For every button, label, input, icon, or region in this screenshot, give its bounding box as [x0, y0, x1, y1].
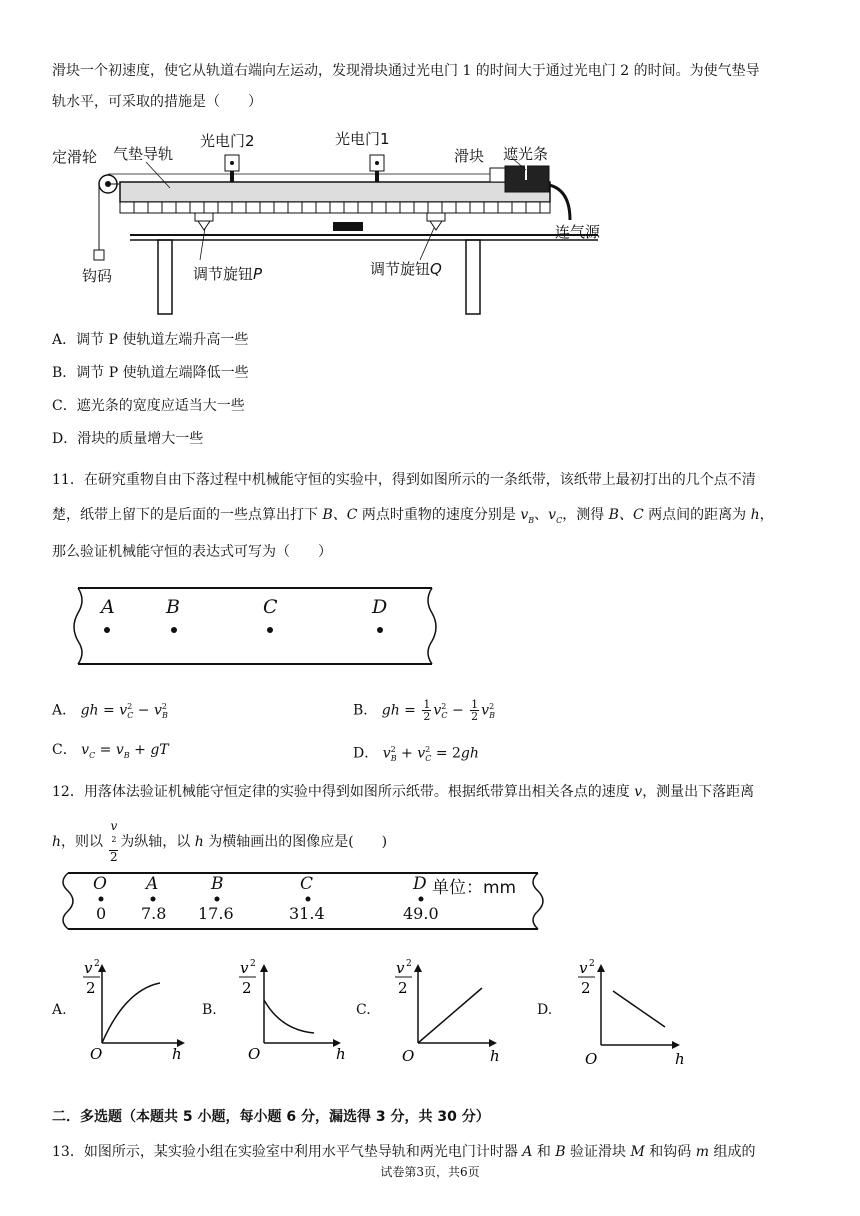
svg-text:h: h	[675, 1050, 685, 1067]
svg-text:2: 2	[250, 959, 256, 969]
svg-text:O: O	[585, 1050, 598, 1067]
tape12-value-b: 17.6	[198, 904, 234, 923]
svg-text:2: 2	[406, 959, 412, 969]
label-photogate-2: 光电门2	[200, 132, 255, 150]
label-weight: 钩码	[82, 267, 113, 285]
svg-text:h: h	[172, 1045, 182, 1063]
tape12-point-c: C	[300, 874, 314, 894]
label-knob-p: 调节旋钮P	[193, 265, 263, 283]
graph-option-c-label: C.	[356, 1002, 371, 1018]
tape12-value-c: 31.4	[289, 904, 325, 923]
tape12-value-o: 0	[96, 904, 107, 923]
svg-text:v: v	[84, 959, 93, 977]
q11-text-line1: 11．在研究重物自由下落过程中机械能守恒的实验中，得到如图所示的一条纸带，该纸带上最初打出的几个点不清	[52, 472, 756, 488]
q11-text-line3: 那么验证机械能守恒的表达式可写为（ ）	[52, 544, 332, 560]
label-pulley: 定滑轮	[52, 148, 98, 166]
label-photogate-1: 光电门1	[335, 130, 390, 148]
graph-b	[236, 955, 351, 1065]
q10-text-line1: 滑块一个初速度，使它从轨道右端向左运动，发现滑块通过光电门 1 的时间大于通过光电门 2 的时间。为使气垫导	[52, 63, 760, 79]
graph-c	[392, 955, 507, 1065]
tape12-point-o: O	[93, 874, 107, 894]
svg-text:2: 2	[581, 979, 591, 997]
svg-text:O: O	[402, 1047, 415, 1065]
tape12-point-d: D	[413, 874, 427, 894]
tape12-point-b: B	[211, 874, 224, 894]
svg-text:h: h	[490, 1047, 500, 1065]
tape-point-d: D	[372, 596, 388, 618]
svg-text:v: v	[240, 959, 249, 977]
tape12-point-a: A	[146, 874, 159, 894]
svg-text:2: 2	[86, 979, 96, 997]
q10-text-line2: 轨水平，可采取的措施是（ ）	[52, 94, 262, 110]
q13-text-line1: 13．如图所示，某实验小组在实验室中利用水平气垫导轨和两光电门计时器 A 和 B 验证滑块 M 和钩码 m 组成的	[52, 1144, 756, 1160]
graph-option-b-label: B.	[202, 1002, 217, 1018]
q10-option-b: B．调节 P 使轨道左端降低一些	[52, 365, 249, 381]
q11-text-line2: 楚，纸带上留下的是后面的一些点算出打下 B、C 两点时重物的速度分别是 $v_B$、$v_C$，测得 B、C 两点间的距离为 h，	[52, 507, 774, 525]
tape12-unit: 单位：mm	[432, 878, 517, 898]
page-footer: 试卷第3页，共6页	[380, 1165, 480, 1179]
label-knob-q: 调节旋钮Q	[370, 260, 442, 278]
svg-text:O: O	[90, 1045, 103, 1063]
label-air-source: 连气源	[555, 223, 601, 241]
svg-text:2: 2	[398, 979, 408, 997]
q10-option-a: A．调节 P 使轨道左端升高一些	[52, 332, 249, 348]
tape-point-a: A	[101, 596, 115, 618]
label-shading-strip: 遮光条	[503, 145, 549, 163]
graph-d	[575, 955, 690, 1067]
svg-text:v: v	[579, 959, 588, 977]
svg-text:O: O	[248, 1045, 261, 1063]
label-slider: 滑块	[454, 147, 485, 165]
q12-text-line2: h，则以 v $^2$ 2 为纵轴，以 h 为横轴画出的图像应是( )	[52, 819, 388, 864]
svg-text:v: v	[396, 959, 405, 977]
svg-text:2: 2	[242, 979, 252, 997]
tape12-value-a: 7.8	[141, 904, 167, 923]
tape-point-c: C	[263, 596, 278, 618]
q10-option-d: D．滑块的质量增大一些	[52, 431, 204, 447]
graph-option-a-label: A.	[52, 1002, 67, 1018]
label-air-track: 气垫导轨	[113, 145, 174, 163]
svg-text:2: 2	[94, 959, 100, 969]
q12-text-line1: 12．用落体法验证机械能守恒定律的实验中得到如图所示纸带。根据纸带算出相关各点的速度 v，测量出下落距离	[52, 784, 755, 800]
q11-option-a: A． gh = $v^2_C - v^2_B$	[52, 702, 168, 721]
q11-option-d: D． $v^2_B + v^2_C = 2gh$	[353, 745, 479, 764]
svg-text:2: 2	[589, 959, 595, 969]
q11-option-b: B． gh = $\frac{1}{2}$ $v^2_C$ − $\frac{1}{2}$ $v^2_B$	[353, 698, 496, 724]
q10-option-c: C．遮光条的宽度应适当大一些	[52, 398, 245, 414]
tape-point-b: B	[166, 596, 180, 618]
section-heading-multi-choice: 二．多选题（本题共 5 小题，每小题 6 分，漏选得 3 分，共 30 分）	[52, 1109, 490, 1125]
svg-text:h: h	[336, 1045, 346, 1063]
graph-a	[80, 955, 195, 1065]
tape12-value-d: 49.0	[403, 904, 439, 923]
graph-option-d-label: D.	[537, 1002, 553, 1018]
q11-option-c: C． $v_C = v_B$ + gT	[52, 742, 169, 760]
